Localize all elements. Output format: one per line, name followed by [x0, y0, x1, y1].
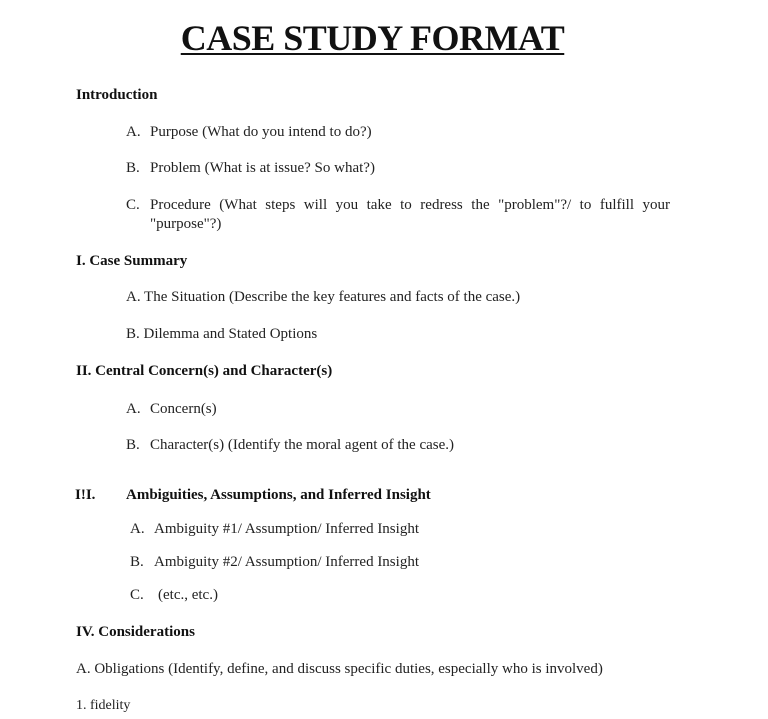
- section-3-item-a-text: Ambiguity #1/ Assumption/ Inferred Insight: [154, 521, 419, 537]
- section-3-item-a-marker: A.: [130, 521, 145, 537]
- section-2-item-a: [126, 399, 217, 419]
- section-2-item-a-text: Concern(s): [150, 401, 217, 417]
- section-2-item-b-text: Character(s) (Identify the moral agent of the case.): [150, 437, 455, 453]
- intro-item-a-marker: A.: [126, 124, 141, 140]
- section-1-item-a: A. The Situation (Describe the key features and facts of the case.): [126, 289, 521, 305]
- section-2-item-a-marker: A.: [126, 401, 141, 417]
- document-title-text: CASE STUDY FORMAT: [180, 18, 565, 58]
- intro-item-b-marker: B.: [126, 160, 140, 176]
- section-2-item-b-marker: B.: [126, 437, 140, 453]
- section-2-item-b: [126, 435, 454, 455]
- intro-item-c-text: Procedure (What steps will you take to redress the "problem"?/ to fulfill your "purpose"?): [150, 197, 670, 232]
- section-3-item-c-text: (etc., etc.): [158, 587, 218, 603]
- intro-item-c: [126, 196, 670, 234]
- intro-item-a-text: Purpose (What do you intend to do?): [150, 124, 372, 140]
- section-3-item-b: [130, 552, 419, 572]
- intro-item-a: [126, 122, 372, 142]
- intro-item-b: [126, 158, 375, 178]
- section-4-item-1: 1. fidelity: [76, 698, 131, 713]
- section-3-number: I!I.: [75, 487, 96, 503]
- section-3-item-b-text: Ambiguity #2/ Assumption/ Inferred Insight: [154, 554, 419, 570]
- section-3-heading: Ambiguities, Assumptions, and Inferred Insight: [126, 487, 431, 503]
- section-3-item-b-marker: B.: [130, 554, 144, 570]
- section-4-heading: IV. Considerations: [76, 624, 195, 640]
- section-1-item-b: B. Dilemma and Stated Options: [126, 326, 318, 342]
- section-1-heading: I. Case Summary: [76, 253, 188, 269]
- section-2-heading: II. Central Concern(s) and Character(s): [76, 363, 333, 379]
- document-title: [0, 16, 745, 60]
- section-3-item-c-marker: C.: [130, 587, 144, 603]
- intro-item-c-marker: C.: [126, 197, 140, 213]
- section-3-item-a: [130, 519, 419, 539]
- section-3-item-c: [130, 585, 218, 605]
- section-4-item-a: A. Obligations (Identify, define, and discuss specific duties, especially who is involved): [76, 661, 603, 677]
- intro-item-b-text: Problem (What is at issue? So what?): [150, 160, 375, 176]
- intro-heading: Introduction: [76, 87, 158, 103]
